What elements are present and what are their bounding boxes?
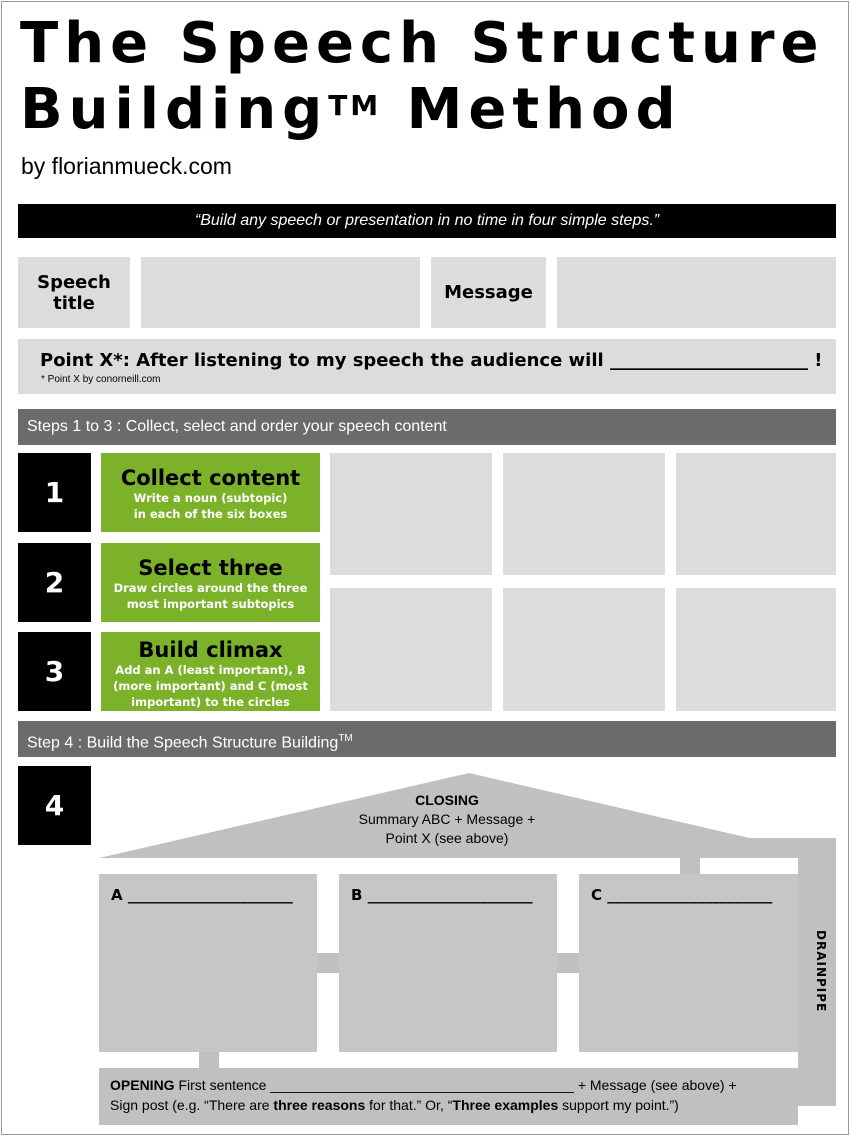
opening-line2-e: support my point.”) bbox=[558, 1097, 679, 1113]
title-method: Method bbox=[406, 77, 682, 142]
title-tm: TM bbox=[328, 89, 382, 122]
step-2-line2: most important subtopics bbox=[126, 597, 295, 611]
step-2-title: Select three bbox=[138, 556, 283, 580]
closing-line2: Point X (see above) bbox=[385, 830, 509, 846]
byline: by florianmueck.com bbox=[21, 153, 232, 179]
closing-title: CLOSING bbox=[415, 792, 479, 808]
floor-gap-1 bbox=[99, 1052, 199, 1068]
step-1-title: Collect content bbox=[120, 466, 301, 490]
step-3-line3: important) to the circles bbox=[131, 695, 290, 709]
floor-gap-2 bbox=[219, 1052, 798, 1068]
opening-line2-d: Three examples bbox=[452, 1097, 559, 1113]
room-a[interactable] bbox=[99, 874, 317, 1052]
title-building: Building bbox=[20, 77, 329, 142]
opening-line2-a: Sign post (e.g. “There are bbox=[110, 1097, 274, 1113]
step-4-header-tm: TM bbox=[338, 733, 353, 744]
step-1-line2: in each of the six boxes bbox=[133, 507, 288, 521]
room-b-label: B ______________________ bbox=[351, 886, 533, 904]
opening-text bbox=[110, 1075, 800, 1115]
step-3-number: 3 bbox=[18, 632, 91, 711]
room-b[interactable] bbox=[339, 874, 557, 1052]
speech-title-text: Speech title bbox=[37, 271, 111, 314]
step-3-line1: Add an A (least important), B bbox=[115, 663, 306, 677]
closing-line1: Summary ABC + Message + bbox=[358, 811, 536, 827]
step-4-header-text: Step 4 : Build the Speech Structure Building bbox=[27, 734, 339, 752]
step-2-line1: Draw circles around the three bbox=[113, 581, 308, 595]
opening-line2-b: three reasons bbox=[273, 1097, 366, 1113]
room-a-label: A ______________________ bbox=[111, 886, 293, 904]
opening-line2-c: for that.” Or, “ bbox=[365, 1097, 453, 1113]
step-4-number: 4 bbox=[18, 766, 91, 845]
point-x-text: Point X*: After listening to my speech the audience will ______________________ ! bbox=[40, 350, 823, 371]
steps-1-3-header: Steps 1 to 3 : Collect, select and order your speech content bbox=[18, 409, 836, 445]
message-label: Message bbox=[431, 257, 546, 328]
room-c[interactable] bbox=[579, 874, 798, 1052]
step-3-title: Build climax bbox=[138, 638, 283, 662]
step-1-line1: Write a noun (subtopic) bbox=[133, 491, 288, 505]
step-1-number: 1 bbox=[18, 453, 91, 532]
room-c-label: C ______________________ bbox=[591, 886, 773, 904]
opening-title: OPENING bbox=[110, 1077, 175, 1093]
title-line-1: The Speech Structure bbox=[20, 11, 825, 76]
opening-line1: First sentence _______________________________________ + Message (see above) + bbox=[174, 1077, 737, 1093]
drainpipe-label: DRAINPIPE bbox=[814, 930, 828, 1013]
quote-bar: “Build any speech or presentation in no time in four simple steps.” bbox=[18, 204, 836, 238]
point-x-note: * Point X by conorneill.com bbox=[41, 374, 161, 385]
step-2-number: 2 bbox=[18, 543, 91, 622]
closing-text bbox=[327, 791, 567, 848]
step-3-line2: (more important) and C (most bbox=[113, 679, 308, 693]
